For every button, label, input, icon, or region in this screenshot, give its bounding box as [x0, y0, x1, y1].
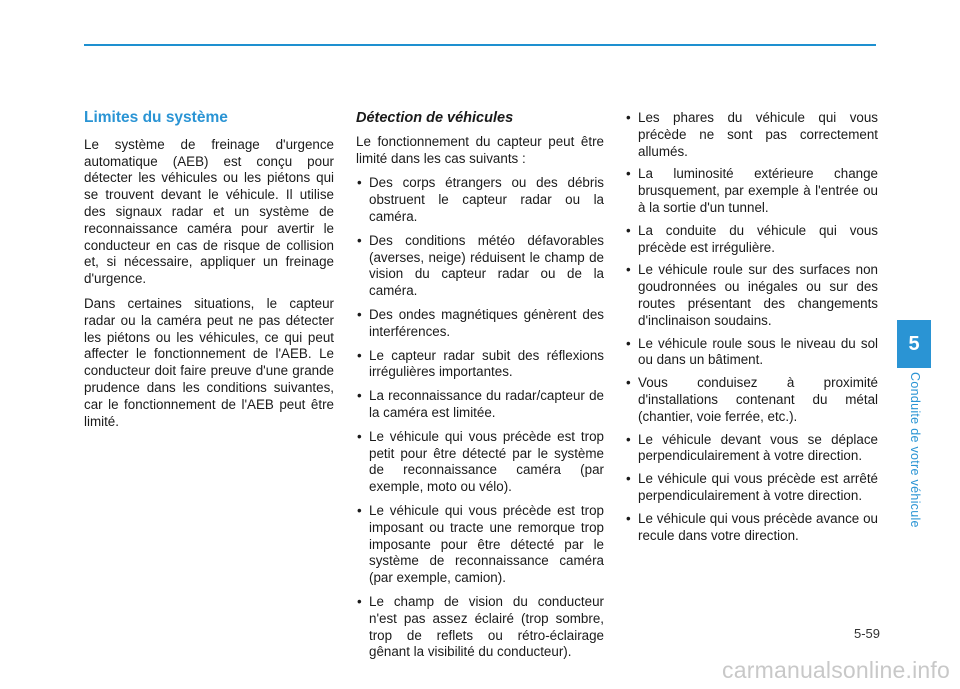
- list-item-text: La conduite du véhicule qui vous précède est irrégulière.: [638, 222, 878, 255]
- bullet-icon: •: [626, 110, 631, 125]
- list-item: [356, 348, 604, 382]
- limitation-list-continued: [625, 110, 878, 544]
- list-item: [625, 336, 878, 370]
- paragraph-2: Dans certaines situations, le capteur radar ou la caméra peut ne pas détecter les piétons ou les véhicules, ce qui peut affecter le fonctionnement de l'AEB. Le conducteur doit faire preuve d'une grande prudence dans les conditions suivantes, car le fonctionnement de l'AEB peut être limité.: [84, 295, 334, 429]
- list-item-text: Les phares du véhicule qui vous précède ne sont pas correctement allumés.: [638, 110, 878, 159]
- list-item-text: Le véhicule qui vous précède est arrêté perpendiculairement à votre direction.: [638, 471, 878, 503]
- watermark: carmanualsonline.info: [722, 657, 950, 683]
- header-rule: [84, 44, 876, 46]
- bullet-icon: •: [357, 306, 362, 322]
- list-item: [356, 594, 604, 661]
- list-item-text: Le véhicule qui vous précède est trop petit pour être détecté par le système de reconnaissance caméra (par exemple, moto ou vélo).: [369, 428, 604, 495]
- column-1: [84, 110, 334, 438]
- limitation-list: [356, 175, 604, 661]
- bullet-icon: •: [626, 375, 631, 391]
- paragraph-1: Le système de freinage d'urgence automatique (AEB) est conçu pour détecter les véhicules ou les piétons qui se trouvent devant le véhicule. Il utilise des signaux radar et un système de reconnaissance caméra pour avertir le conducteur en cas de risque de collision et, si nécessaire, appliquer un freinage d'urgence.: [84, 136, 334, 287]
- bullet-icon: •: [626, 222, 631, 238]
- section-title: Limites du système: [84, 109, 228, 126]
- list-item: [356, 175, 604, 225]
- column-2: [356, 110, 604, 668]
- bullet-icon: •: [626, 262, 631, 278]
- list-item-text: Des conditions météo défavorables (averses, neige) réduisent le champ de vision du capteur radar ou de la caméra.: [369, 232, 604, 299]
- list-item-text: Le capteur radar subit des réflexions irrégulières importantes.: [369, 347, 604, 380]
- list-item-text: Le véhicule roule sous le niveau du sol ou dans un bâtiment.: [638, 335, 878, 368]
- bullet-icon: •: [357, 347, 362, 363]
- list-item-text: Le véhicule qui vous précède est trop imposant ou tracte une remorque trop imposante pour être détecté par le système de reconnaissance caméra (par exemple, camion).: [369, 502, 604, 586]
- list-item: [356, 233, 604, 300]
- list-item-text: Vous conduisez à proximité d'installations contenant du métal (chantier, voie ferrée, etc.).: [638, 375, 878, 424]
- list-item: [625, 166, 878, 216]
- list-item: [356, 429, 604, 496]
- bullet-icon: •: [357, 232, 362, 248]
- intro-text: Le fonctionnement du capteur peut être limité dans les cas suivants :: [356, 133, 604, 166]
- list-item-text: Le véhicule qui vous précède avance ou recule dans votre direction.: [638, 510, 878, 543]
- list-item-text: Des ondes magnétiques génèrent des interférences.: [369, 306, 604, 339]
- subsection-title: Détection de véhicules: [356, 110, 514, 126]
- list-item-text: Des corps étrangers ou des débris obstruent le capteur radar ou la caméra.: [369, 175, 604, 224]
- list-item: [625, 432, 878, 466]
- bullet-icon: •: [357, 175, 362, 191]
- list-item-text: Le champ de vision du conducteur n'est pas assez éclairé (trop sombre, trop de reflets ou rétro-éclairage gênant la visibilité du conducteur).: [369, 593, 604, 660]
- list-item-text: Le véhicule roule sur des surfaces non goudronnées ou inégales ou sur des routes présentant des changements d'inclinaison soudains.: [638, 262, 878, 328]
- column-3: [625, 110, 878, 550]
- bullet-icon: •: [357, 388, 362, 404]
- bullet-icon: •: [626, 335, 631, 351]
- bullet-icon: •: [626, 510, 631, 526]
- list-item-text: La luminosité extérieure change brusquement, par exemple à l'entrée ou à la sortie d'un tunnel.: [638, 166, 878, 215]
- chapter-title: Conduite de votre véhicule: [908, 372, 922, 528]
- page-number: 5-59: [853, 626, 880, 641]
- bullet-icon: •: [357, 428, 362, 444]
- bullet-icon: •: [357, 502, 362, 518]
- list-item: [625, 262, 878, 329]
- list-item: [356, 307, 604, 341]
- list-item: [625, 375, 878, 425]
- list-item: [356, 388, 604, 422]
- list-item: [625, 511, 878, 545]
- list-item-text: La reconnaissance du radar/capteur de la caméra est limitée.: [369, 388, 604, 420]
- list-item: [625, 471, 878, 505]
- bullet-icon: •: [626, 431, 631, 447]
- list-item-text: Le véhicule devant vous se déplace perpendiculairement à votre direction.: [638, 431, 878, 464]
- list-item: [356, 503, 604, 587]
- chapter-tab: 5: [897, 320, 931, 368]
- list-item: [625, 110, 878, 160]
- bullet-icon: •: [626, 166, 631, 182]
- bullet-icon: •: [626, 471, 631, 487]
- list-item: [625, 223, 878, 257]
- bullet-icon: •: [357, 593, 362, 609]
